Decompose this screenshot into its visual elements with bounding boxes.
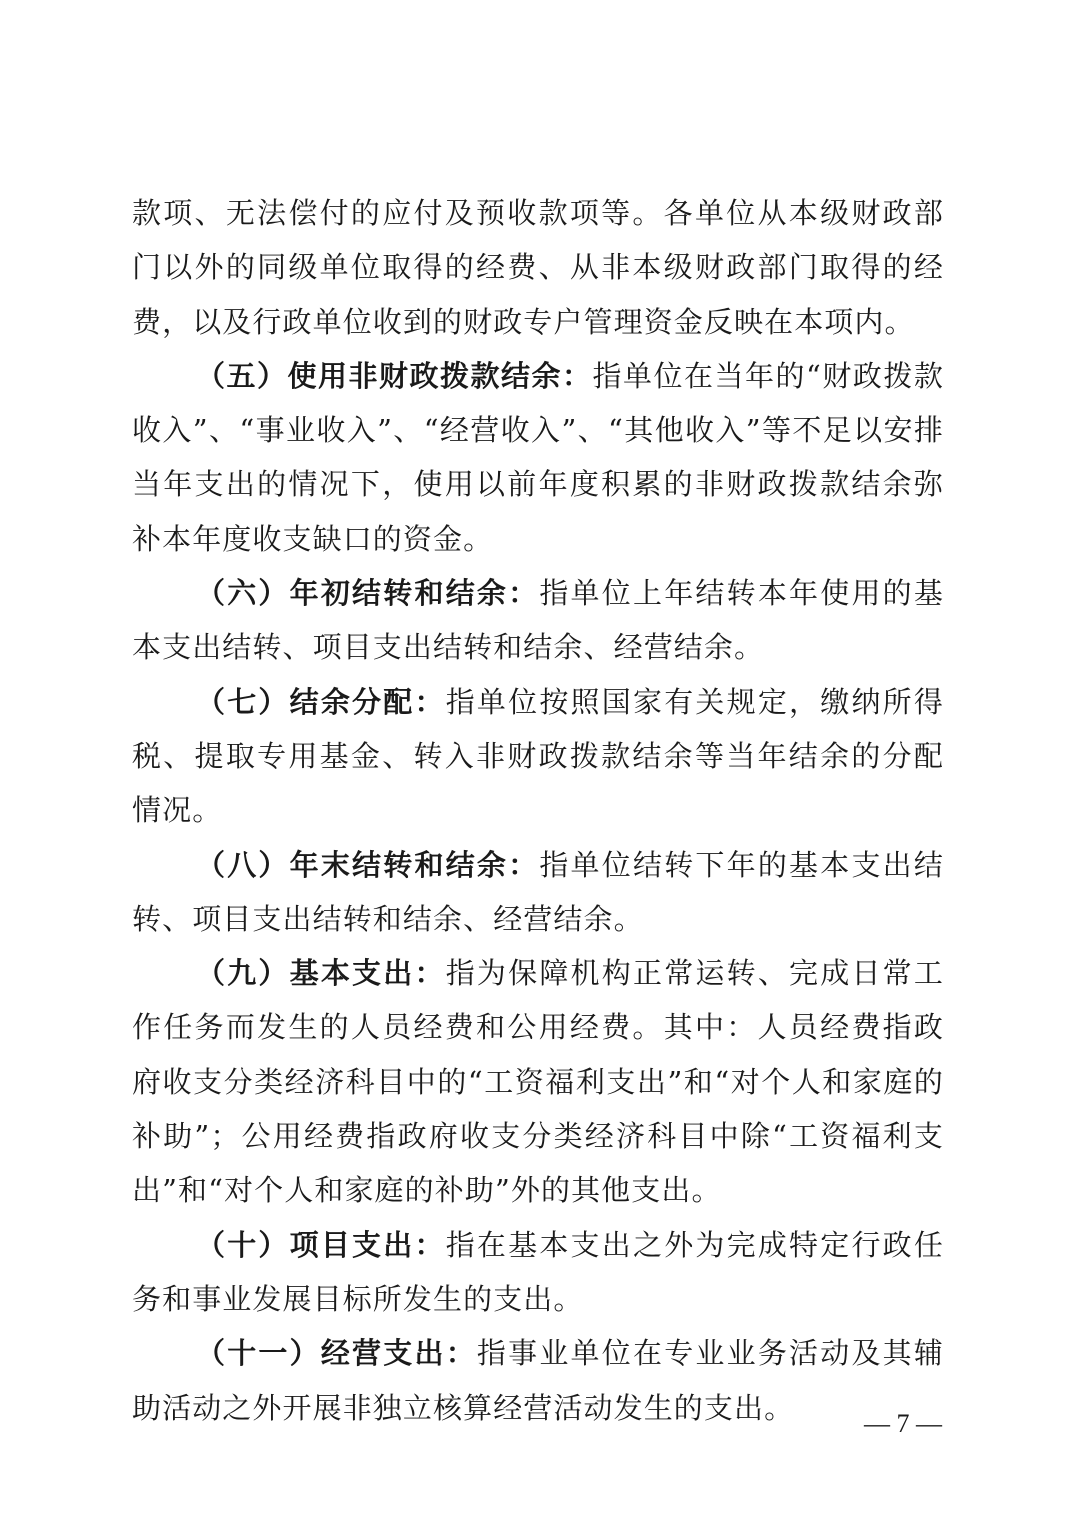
paragraph-continuation — [132, 186, 944, 349]
paragraph-term: （十）项目支出： — [196, 1227, 446, 1262]
paragraph-item-11 — [132, 1326, 944, 1435]
paragraph-text: 指在基本支出之外为完成特定行政任务和事业发展目标所发生的支出。 — [132, 1227, 944, 1316]
paragraph-term: （八）年末结转和结余： — [196, 847, 540, 882]
page-number: — 7 — — [864, 1409, 942, 1438]
paragraph-text: 款项、无法偿付的应付及预收款项等。各单位从本级财政部门以外的同级单位取得的经费、从非本级财政部门取得的经费，以及行政单位收到的财政专户管理资金反映在本项内。 — [132, 196, 944, 339]
document-body — [132, 186, 944, 1435]
paragraph-item-10 — [132, 1218, 944, 1327]
paragraph-term: （九）基本支出： — [196, 956, 446, 991]
paragraph-text: 指单位在当年的“财政拨款收入”、“事业收入”、“经营收入”、“其他收入”等不足以安排当年支出的情况下，使用以前年度积累的非财政拨款结余弥补本年度收支缺口的资金。 — [132, 358, 944, 556]
paragraph-term: （五）使用非财政拨款结余： — [196, 358, 593, 393]
paragraph-item-8 — [132, 838, 944, 947]
paragraph-text: 指事业单位在专业业务活动及其辅助活动之外开展非独立核算经营活动发生的支出。 — [132, 1336, 944, 1425]
paragraph-item-9 — [132, 946, 944, 1217]
paragraph-text: 指为保障机构正常运转、完成日常工作任务而发生的人员经费和公用经费。其中：人员经费指政府收支分类经济科目中的“工资福利支出”和“对个人和家庭的补助”；公用经费指政府收支分类经济科目中除“工资福利支出”和“对个人和家庭的补助”外的其他支出。 — [132, 956, 944, 1208]
paragraph-term: （七）结余分配： — [196, 684, 446, 719]
paragraph-item-7 — [132, 675, 944, 838]
paragraph-term: （十一）经营支出： — [196, 1336, 477, 1371]
paragraph-item-6 — [132, 566, 944, 675]
paragraph-text: 指单位上年结转本年使用的基本支出结转、项目支出结转和结余、经营结余。 — [132, 576, 944, 665]
paragraph-text: 指单位按照国家有关规定，缴纳所得税、提取专用基金、转入非财政拨款结余等当年结余的分配情况。 — [132, 684, 944, 828]
paragraph-item-5 — [132, 349, 944, 566]
paragraph-term: （六）年初结转和结余： — [196, 576, 540, 611]
paragraph-text: 指单位结转下年的基本支出结转、项目支出结转和结余、经营结余。 — [132, 847, 944, 936]
